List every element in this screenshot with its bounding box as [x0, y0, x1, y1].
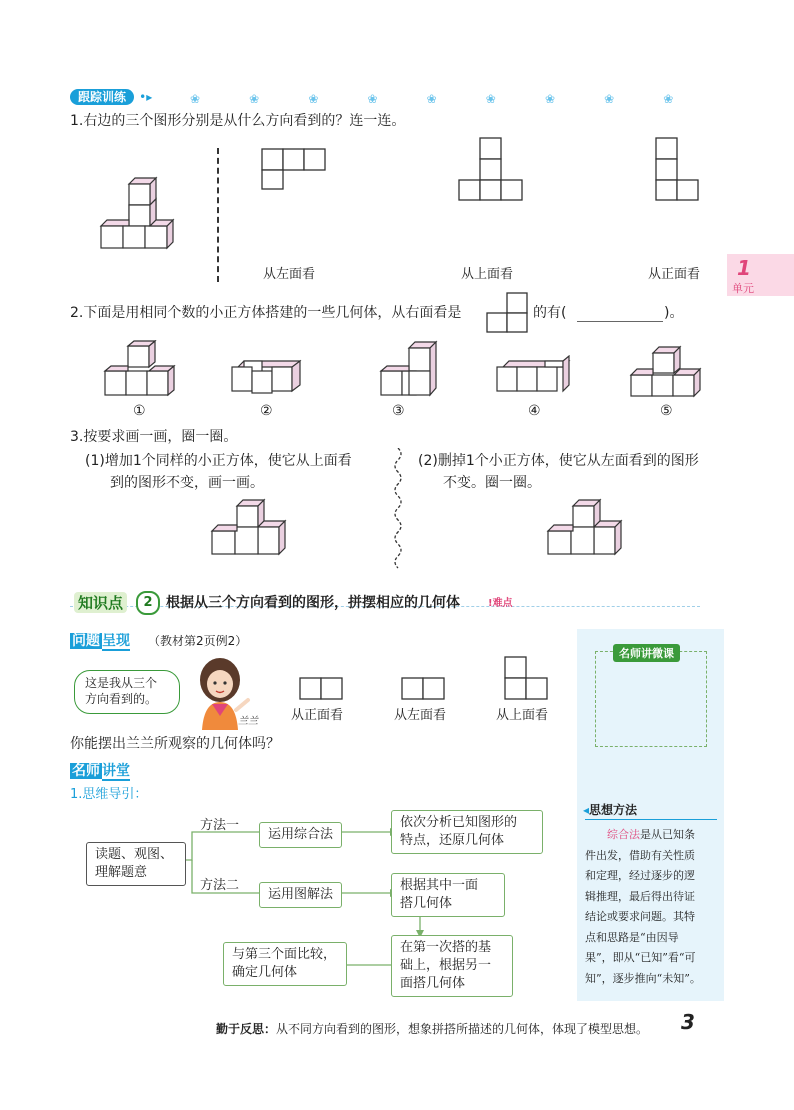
- footer-text: 从不同方向看到的图形，想象拼搭所描述的几何体，体现了模型思想。: [276, 1022, 649, 1036]
- flow-m1-result: [391, 810, 543, 854]
- flow-m2-step3: [223, 942, 347, 986]
- view-label-top: 从上面看: [496, 708, 549, 723]
- unit-label: 单元: [732, 282, 754, 295]
- para-line-7: 果”，即从“已知”看“可: [585, 951, 696, 964]
- lecture-label-b: 讲堂: [102, 763, 130, 779]
- q2-option-3[interactable]: ③: [392, 403, 405, 419]
- tracking-badge: 跟踪训练: [70, 89, 134, 105]
- q2-solid-4: [493, 355, 575, 400]
- method-title: [583, 801, 637, 818]
- speech-line2: 方向看到的。: [85, 692, 158, 706]
- flow-m2-step3-line1: 与第三个面比较，: [232, 947, 337, 962]
- q1-view-c: [655, 136, 701, 202]
- difficulty-tag: [488, 594, 513, 609]
- top-view-figure: [504, 656, 550, 702]
- paw-icon: ❀: [485, 92, 496, 106]
- q2-right-view-figure: [486, 292, 530, 334]
- flow-m1-result-line2: 特点，还原几何体: [400, 833, 505, 848]
- para-line-6: 点和思路是“由因导: [585, 930, 679, 944]
- flow-start-box: [86, 842, 186, 886]
- lecture-sub: 1.思维导引：: [70, 787, 148, 802]
- paw-icon: ❀: [663, 92, 674, 106]
- micro-lecture-title: 名师讲微课: [613, 644, 680, 662]
- flow-method2: 方法二: [200, 878, 240, 893]
- paw-icon: ❀: [604, 92, 615, 106]
- micro-lecture-box: [595, 651, 707, 747]
- q2-solid-2: [228, 355, 308, 400]
- flow-m2-step1-line1: 根据其中一面: [400, 878, 479, 893]
- problem-label-b: 呈现: [102, 633, 130, 649]
- q2-text-close: )。: [664, 305, 684, 321]
- problem-source: （教材第2页例2）: [148, 634, 248, 648]
- para-line-4: 辑推理，最后得出待证: [585, 889, 695, 903]
- q3-part2-line1: (2)删掉1个小正方体，使它从左面看到的图形: [418, 453, 699, 469]
- q1-view-a: [260, 147, 328, 191]
- knowledge-label: 知识点: [78, 594, 124, 612]
- exclamation-icon: !: [488, 598, 493, 609]
- paw-icon: ❀: [367, 92, 378, 106]
- paw-icon: ❀: [190, 92, 201, 106]
- flow-m1-box: 运用综合法: [259, 822, 342, 848]
- method-paragraph: [585, 825, 701, 989]
- chevron-left-icon: ◂: [583, 803, 590, 817]
- paw-icon: ❀: [544, 92, 555, 106]
- q2-text: [70, 302, 461, 324]
- footer-label: 勤于反思：: [216, 1022, 277, 1036]
- q2-text-after: 的有(: [533, 305, 567, 321]
- lecture-label: [70, 760, 130, 780]
- q2-option-2[interactable]: ②: [260, 403, 273, 419]
- q1-view-b: [458, 136, 524, 202]
- q3-part2-line2: 不变。圈一圈。: [443, 475, 541, 491]
- unit-number: 1: [737, 256, 751, 280]
- para-line-2: 件出发，借助有关性质: [585, 848, 695, 862]
- view-label-left: 从左面看: [394, 708, 447, 723]
- q3-solid-2: [543, 498, 627, 560]
- method-divider: [585, 819, 717, 820]
- page-number: 3: [681, 1010, 695, 1034]
- method-title-text: 思想方法: [589, 803, 638, 817]
- q2-solid-1: [100, 340, 180, 400]
- q3-part1-line1: (1)增加1个同样的小正方体，使它从上面看: [85, 453, 352, 469]
- highlight-term: 综合法: [607, 828, 640, 841]
- para-line-1-rest: 是从已知条: [640, 828, 695, 841]
- dashed-divider: [217, 148, 219, 282]
- view-label-front: 从正面看: [291, 708, 344, 723]
- q2-solid-3: [376, 340, 446, 400]
- problem-label: [70, 630, 130, 650]
- knowledge-point-header: [70, 590, 700, 614]
- flow-start-line2: 理解题意: [95, 865, 148, 880]
- knowledge-label-wrap: [74, 592, 127, 613]
- unit-tab: [727, 254, 794, 296]
- section-header: [70, 86, 152, 105]
- footer-note: [216, 1018, 648, 1040]
- problem-label-a: 问题: [72, 633, 100, 649]
- q1-label-left: 从左面看: [263, 267, 316, 282]
- flow-start-line1: 读题、观图、: [95, 847, 174, 862]
- flow-m2-step3-line2: 确定几何体: [232, 965, 298, 980]
- flow-m2-box: 运用图解法: [259, 882, 342, 908]
- difficulty-tag-text: 难点: [492, 598, 513, 609]
- q1-label-top: 从上面看: [461, 267, 514, 282]
- wavy-divider: [392, 448, 404, 572]
- knowledge-number: 2: [136, 591, 160, 615]
- q3-solid-1: [207, 498, 291, 560]
- para-line-8: 知”，逐步推向“未知”。: [585, 971, 701, 985]
- speech-bubble: [74, 670, 180, 714]
- girl-name: 兰兰: [238, 716, 258, 727]
- left-view-figure: [401, 677, 447, 701]
- knowledge-title: 根据从三个方向看到的图形，拼摆相应的几何体: [166, 595, 460, 611]
- para-line-1: [585, 825, 701, 846]
- flow-m2-step1: [391, 873, 505, 917]
- q2-option-1[interactable]: ①: [133, 403, 146, 419]
- q3-text: 3.按要求画一画，圈一圈。: [70, 429, 238, 445]
- lecture-label-a: 名师: [72, 763, 100, 779]
- flow-m2-step2-line3: 面搭几何体: [400, 976, 466, 991]
- paw-decoration: [190, 88, 710, 107]
- flow-m2-step2-line2: 础上，根据另一: [400, 958, 492, 973]
- q1-text: 1.右边的三个图形分别是从什么方向看到的？连一连。: [70, 113, 406, 129]
- arrow-icon: •▸: [139, 90, 153, 104]
- q1-label-front: 从正面看: [648, 267, 701, 282]
- paw-icon: ❀: [426, 92, 437, 106]
- q2-answer-blank[interactable]: [577, 321, 663, 322]
- q2-solid-5: [626, 340, 706, 400]
- q1-solid-figure: [95, 172, 185, 254]
- para-line-5: 结论或要求问题。其特: [585, 910, 695, 923]
- q3-part1-line2: 到的图形不变，画一画。: [110, 475, 264, 491]
- front-view-figure: [299, 677, 345, 701]
- q2-option-4[interactable]: ④: [528, 403, 541, 419]
- para-line-3: 和定理，经过逐步的逻: [585, 869, 695, 882]
- q2-option-5[interactable]: ⑤: [660, 403, 673, 419]
- flow-method1: 方法一: [200, 818, 240, 833]
- speech-line1: 这是我从三个: [85, 676, 158, 690]
- flow-m2-step2-line1: 在第一次搭的基: [400, 940, 492, 955]
- paw-icon: ❀: [249, 92, 260, 106]
- problem-question: 你能摆出兰兰所观察的几何体吗？: [70, 736, 280, 752]
- sidebar-panel: [577, 629, 724, 1001]
- flow-m1-result-line1: 依次分析已知图形的: [400, 815, 518, 830]
- flow-m2-step2: [391, 935, 513, 997]
- paw-icon: ❀: [308, 92, 319, 106]
- flow-m2-step1-line2: 搭几何体: [400, 896, 453, 911]
- q2-text-before: 2.下面是用相同个数的小正方体搭建的一些几何体，从右面看是: [70, 305, 462, 321]
